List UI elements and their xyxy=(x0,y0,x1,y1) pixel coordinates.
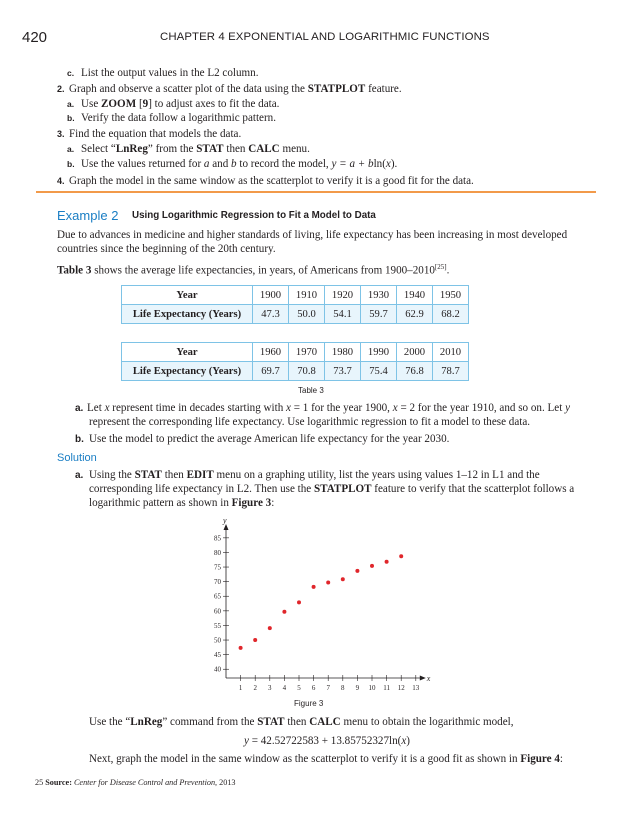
step-text: Find the equation that models the data. xyxy=(69,128,242,140)
question-a-cont: represent the corresponding life expectancy. Use logarithmic regression to fit a model to these data. xyxy=(89,416,531,428)
question-text: = 1 for the year 1900, xyxy=(290,402,393,414)
page-number: 420 xyxy=(22,29,48,46)
x-tick-label: 12 xyxy=(397,684,405,692)
solution-keyword: STAT xyxy=(257,716,285,728)
table-cell-year: 1990 xyxy=(361,343,397,362)
next-instruction xyxy=(89,752,609,766)
data-point xyxy=(326,581,330,585)
y-tick-label: 55 xyxy=(214,621,221,630)
step-text: List the output values in the L2 column. xyxy=(81,67,259,79)
y-tick-label: 80 xyxy=(214,548,221,557)
figure-reference: Figure 3 xyxy=(231,497,272,509)
table-cell-year: 1960 xyxy=(253,343,289,362)
data-point xyxy=(297,600,301,604)
figure-reference: Figure 4 xyxy=(520,753,560,765)
table-cell-year: 2000 xyxy=(397,343,433,362)
question-label: b. xyxy=(75,434,84,445)
footnote-marker: [25] xyxy=(434,263,447,271)
chapter-prefix: CHAPTER 4 xyxy=(160,31,225,43)
step-number: 2. xyxy=(57,84,65,94)
solution-text: Use the “ xyxy=(89,716,131,728)
table-header-cell: Life Expectancy (Years) xyxy=(122,362,253,381)
solution-text: then xyxy=(161,469,187,481)
data-point xyxy=(399,554,403,558)
step-2c xyxy=(67,66,258,80)
variable: a xyxy=(203,158,210,170)
step-text: feature. xyxy=(365,83,402,95)
table-cell-life: 69.7 xyxy=(253,362,289,381)
variable: x xyxy=(286,402,291,414)
y-tick-label: 85 xyxy=(214,534,221,543)
step-keyword: STATPLOT xyxy=(307,83,366,95)
x-tick-label: 7 xyxy=(326,684,330,692)
y-tick-label: 50 xyxy=(214,636,221,645)
variable: x xyxy=(104,402,110,414)
step-label: a. xyxy=(67,144,75,154)
step-3a xyxy=(67,142,310,156)
solution-text: then xyxy=(284,716,310,728)
solution-text: feature to verify that the scatterplot follows a xyxy=(371,483,575,495)
step-text: Select “ xyxy=(81,143,116,155)
y-tick-label: 45 xyxy=(214,651,221,660)
table-cell-year: 2010 xyxy=(433,343,469,362)
table-ref-bold: Table 3 xyxy=(57,264,92,277)
x-tick-label: 13 xyxy=(412,684,420,692)
step-keyword: ZOOM xyxy=(101,98,137,110)
step-text: Graph the model in the same window as the scatterplot to verify it is a good fit for the data. xyxy=(69,175,474,187)
question-label: a. xyxy=(75,403,84,414)
model-equation xyxy=(244,734,410,748)
data-point xyxy=(239,646,243,650)
table-ref-text: shows the average life expectancies, in years, of Americans from 1900–2010 xyxy=(91,264,435,277)
y-tick-label: 40 xyxy=(214,665,221,674)
table-cell-life: 59.7 xyxy=(361,305,397,324)
footnote xyxy=(35,778,236,787)
step-3 xyxy=(57,127,241,141)
question-a xyxy=(75,401,595,416)
equation: ) xyxy=(406,735,410,747)
x-tick-label: 10 xyxy=(368,684,376,692)
x-tick-label: 5 xyxy=(297,684,301,692)
table-cell-life: 78.7 xyxy=(433,362,469,381)
step-text: menu. xyxy=(279,143,310,155)
step-text: and xyxy=(209,158,232,170)
solution-keyword: STATPLOT xyxy=(313,483,372,495)
equation: y = a + b xyxy=(331,158,374,170)
table-ref-text: . xyxy=(446,264,450,277)
lnreg-instruction xyxy=(89,715,514,729)
example-label: Example 2 xyxy=(57,208,119,223)
step-label: c. xyxy=(67,68,75,78)
variable: y xyxy=(565,402,570,414)
solution-keyword: LnReg xyxy=(130,716,163,728)
question-text: = 2 for the year 1910, and so on. Let xyxy=(397,402,566,414)
y-tick-label: 60 xyxy=(214,607,221,616)
equation: ). xyxy=(390,158,398,170)
y-tick-label: 70 xyxy=(214,578,221,587)
step-label: a. xyxy=(67,99,75,109)
step-keyword: STAT xyxy=(196,143,224,155)
table-cell-life: 47.3 xyxy=(253,305,289,324)
table-cell-life: 68.2 xyxy=(433,305,469,324)
footnote-year: , 2013 xyxy=(215,778,236,787)
x-tick-label: 3 xyxy=(268,684,272,692)
example-title: Using Logarithmic Regression to Fit a Model to Data xyxy=(132,210,376,221)
solution-label: a. xyxy=(75,470,84,481)
footnote-number: 25 xyxy=(35,778,44,787)
life-table-1 xyxy=(121,285,469,324)
table-cell-year: 1930 xyxy=(361,286,397,305)
data-point xyxy=(268,626,272,630)
data-point xyxy=(282,610,286,614)
data-point xyxy=(355,569,359,573)
solution-text: Using the xyxy=(89,469,135,481)
solution-keyword: CALC xyxy=(309,716,341,728)
footnote-label: Source: xyxy=(45,778,72,787)
variable: y xyxy=(244,735,249,747)
data-point xyxy=(312,585,316,589)
data-point xyxy=(253,638,257,642)
variable: x xyxy=(401,735,407,747)
variable: x xyxy=(385,158,391,170)
y-tick-label: 65 xyxy=(214,592,221,601)
scatter-plot xyxy=(200,514,430,696)
equation: ln( xyxy=(373,158,386,170)
question-text: Use the model to predict the average American life expectancy for the year 2030. xyxy=(89,433,450,445)
table-header-cell: Life Expectancy (Years) xyxy=(122,305,253,324)
table-cell-life: 54.1 xyxy=(325,305,361,324)
step-label: b. xyxy=(67,159,75,169)
table-cell-life: 75.4 xyxy=(361,362,397,381)
solution-text: Next, graph the model in the same window as the scatterplot to verify it is a good fit as shown in xyxy=(89,753,521,765)
table-reference xyxy=(57,260,449,278)
solution-keyword: STAT xyxy=(134,469,162,481)
solution-a-line1 xyxy=(75,468,600,483)
table-header-cell: Year xyxy=(122,286,253,305)
step-text: to record the model, xyxy=(236,158,332,170)
variable: x xyxy=(392,402,398,414)
data-point xyxy=(370,564,374,568)
footnote-source: Center for Disease Control and Prevention xyxy=(71,778,216,787)
question-b xyxy=(75,432,449,447)
table-caption: Table 3 xyxy=(298,386,324,395)
solution-a-line3 xyxy=(89,496,274,510)
step-text: then xyxy=(223,143,249,155)
solution-a-line2 xyxy=(89,482,599,496)
step-text: Use the values returned for xyxy=(81,158,204,170)
table-row xyxy=(122,343,469,362)
example-intro: Due to advances in medicine and higher standards of living, life expectancy has been increasing in most developed countries since the beginning of the 20th century. xyxy=(57,229,568,255)
chapter-title xyxy=(160,31,490,43)
table-cell-life: 70.8 xyxy=(289,362,325,381)
section-divider xyxy=(36,191,596,193)
solution-text: ” command from the xyxy=(162,716,258,728)
data-point xyxy=(385,560,389,564)
data-point xyxy=(341,577,345,581)
step-text: ” from the xyxy=(147,143,197,155)
table-cell-year: 1920 xyxy=(325,286,361,305)
step-2 xyxy=(57,82,402,96)
table-cell-year: 1940 xyxy=(397,286,433,305)
table-cell-life: 50.0 xyxy=(289,305,325,324)
table-row xyxy=(122,362,469,381)
table-cell-year: 1900 xyxy=(253,286,289,305)
step-text: ] to adjust axes to fit the data. xyxy=(148,98,280,110)
step-2b xyxy=(67,111,276,125)
step-3b xyxy=(67,157,397,171)
x-tick-label: 6 xyxy=(311,684,316,692)
step-text: Verify the data follow a logarithmic pattern. xyxy=(81,112,276,124)
x-tick-label: 4 xyxy=(282,684,287,692)
step-text: Graph and observe a scatter plot of the data using the xyxy=(69,83,308,95)
table-cell-life: 76.8 xyxy=(397,362,433,381)
y-axis-label: y xyxy=(223,516,227,525)
step-keyword: CALC xyxy=(248,143,280,155)
step-4 xyxy=(57,174,474,188)
table-cell-year: 1910 xyxy=(289,286,325,305)
y-tick-label: 75 xyxy=(214,563,221,572)
step-label: b. xyxy=(67,113,75,123)
table-cell-year: 1950 xyxy=(433,286,469,305)
x-axis-label: x xyxy=(426,674,431,683)
solution-text: menu to obtain the logarithmic model, xyxy=(340,716,514,728)
step-2a xyxy=(67,97,279,111)
table-row xyxy=(122,305,469,324)
x-tick-label: 8 xyxy=(341,684,345,692)
solution-text: corresponding life expectancy in L2. Then use the xyxy=(89,483,314,495)
table-cell-life: 73.7 xyxy=(325,362,361,381)
solution-keyword: EDIT xyxy=(186,469,214,481)
solution-text: : xyxy=(271,497,275,509)
question-text: represent time in decades starting with xyxy=(109,402,287,414)
question-text: Let xyxy=(87,402,105,414)
solution-text: : xyxy=(559,753,563,765)
solution-heading: Solution xyxy=(57,452,97,464)
chapter-name: EXPONENTIAL AND LOGARITHMIC FUNCTIONS xyxy=(228,31,490,43)
x-tick-label: 2 xyxy=(253,684,257,692)
life-table-2 xyxy=(121,342,469,381)
x-tick-label: 9 xyxy=(355,684,360,692)
x-tick-label: 1 xyxy=(238,684,243,692)
table-row xyxy=(122,286,469,305)
solution-text: logarithmic pattern as shown in xyxy=(89,497,232,509)
table-header-cell: Year xyxy=(122,343,253,362)
table-cell-year: 1970 xyxy=(289,343,325,362)
step-text: Use xyxy=(81,98,102,110)
step-keyword: LnReg xyxy=(115,143,148,155)
x-axis-arrow xyxy=(420,676,426,681)
step-number: 4. xyxy=(57,176,65,186)
step-text: [ xyxy=(136,98,143,110)
equation: = 42.52722583 + 13.85752327ln( xyxy=(248,735,402,747)
variable: b xyxy=(231,158,237,170)
table-cell-year: 1980 xyxy=(325,343,361,362)
x-tick-label: 11 xyxy=(383,684,390,692)
table-cell-life: 62.9 xyxy=(397,305,433,324)
solution-text: menu on a graphing utility, list the years using values 1–12 in L1 and the xyxy=(213,469,540,481)
step-keyword: 9 xyxy=(142,98,149,110)
figure-caption: Figure 3 xyxy=(294,699,324,708)
step-number: 3. xyxy=(57,129,65,139)
